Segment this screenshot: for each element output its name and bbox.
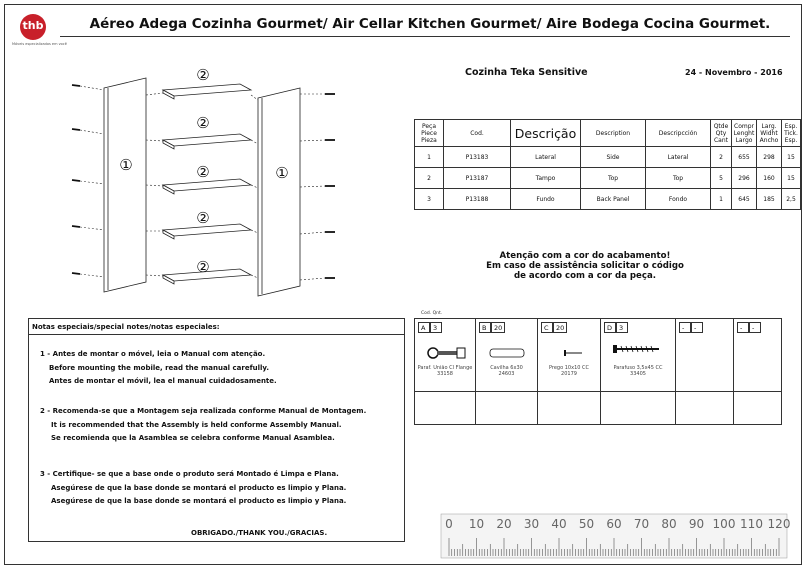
note-3-es-b: Asegúrese de que la base donde se montará el producto es limpio y Plana. <box>51 497 347 505</box>
hardware-code: B <box>479 322 491 333</box>
finish-color-warning: Atenção com a cor do acabamento! Em caso de assistência solicitar o código de acordo com a cor da peça. <box>486 251 684 281</box>
note-3-pt: 3 - Certifique- se que a base onde o produto será Montado é Limpa e Plana. <box>40 470 339 478</box>
brand-tagline: Móveis especializados em você <box>12 42 67 46</box>
cell-descripcion: Fondo <box>646 189 711 210</box>
wood-screw-icon <box>609 339 669 359</box>
hardware-label: Parafuso 3,5x45 CC 33405 <box>613 365 663 377</box>
union-bolt-icon <box>425 343 475 363</box>
header-code: Cod. <box>444 120 511 147</box>
ruler-label: 70 <box>633 517 650 531</box>
table-row <box>415 147 801 168</box>
cell-thickness: 2,5 <box>782 189 801 210</box>
brand-logo: thb <box>20 14 46 40</box>
cell-thickness: 15 <box>782 147 801 168</box>
header-descricao: Descrição <box>511 120 581 147</box>
cell-code: P13183 <box>444 147 511 168</box>
special-notes-box <box>28 318 405 542</box>
ruler-label: 40 <box>551 517 567 531</box>
label-shelf-5: ② <box>196 258 210 276</box>
hardware-code: D <box>604 322 616 333</box>
model-name: Cozinha Teka Sensitive <box>465 67 588 78</box>
nail-icon <box>546 343 596 363</box>
cell-descricao: Fundo <box>511 189 581 210</box>
side-panel-right <box>258 88 300 296</box>
cell-descripcion: Top <box>646 168 711 189</box>
hardware-code: - <box>737 322 749 333</box>
assembly-diagram <box>0 0 400 300</box>
parts-table-header <box>415 120 801 147</box>
cell-descricao: Tampo <box>511 168 581 189</box>
shelf-2 <box>163 134 251 146</box>
header-width: Larg. Widht Ancho <box>757 120 782 147</box>
document-date: 24 - Novembro - 2016 <box>685 68 783 77</box>
cell-piece: 2 <box>415 168 444 189</box>
hardware-qty: 20 <box>491 322 505 333</box>
header-thickness: Esp. Tick. Esp. <box>782 120 801 147</box>
ruler-label: 60 <box>606 517 622 531</box>
header-length: Compr Lenght Largo <box>732 120 757 147</box>
ruler-label: 120 <box>767 517 791 531</box>
measuring-ruler <box>441 514 791 558</box>
hardware-qty: 3 <box>616 322 628 333</box>
parts-table <box>414 119 801 210</box>
shelf-1 <box>163 84 251 96</box>
hardware-qty: - <box>749 322 761 333</box>
ruler-label: 80 <box>661 517 677 531</box>
label-shelf-3: ② <box>196 163 210 181</box>
table-row <box>415 189 801 210</box>
cell-length: 645 <box>732 189 757 210</box>
cell-code: P13188 <box>444 189 511 210</box>
label-shelf-4: ② <box>196 209 210 227</box>
header-piece: Peça Piece Pieza <box>415 120 444 147</box>
notes-heading: Notas especiais/special notes/notas especiales: <box>32 323 220 331</box>
note-2-es: Se recomienda que la Asamblea se celebra conforme Manual Asamblea. <box>51 434 335 442</box>
hardware-table <box>414 318 782 425</box>
hardware-label: Prego 10x10 CC 20179 <box>548 365 590 377</box>
cell-description: Back Panel <box>581 189 646 210</box>
hardware-item-b <box>476 319 538 424</box>
hardware-code: C <box>541 322 553 333</box>
note-1-pt: 1 - Antes de montar o móvel, leia o Manual com atenção. <box>40 350 266 358</box>
hardware-label: Cavilha 6x30 24603 <box>490 365 523 377</box>
cell-width: 298 <box>757 147 782 168</box>
hardware-label: Paraf. União Cl Flange 33158 <box>417 365 473 377</box>
ruler-label: 100 <box>712 517 736 531</box>
cell-description: Side <box>581 147 646 168</box>
table-row <box>415 168 801 189</box>
cell-code: P13187 <box>444 168 511 189</box>
thanks-text: OBRIGADO./THANK YOU./GRACIAS. <box>191 529 328 537</box>
cell-width: 160 <box>757 168 782 189</box>
header-description: Description <box>581 120 646 147</box>
header-qty: Qtde Qty Cant <box>711 120 732 147</box>
document-title: Aéreo Adega Cozinha Gourmet/ Air Cellar Kitchen Gourmet/ Aire Bodega Cocina Gourmet. <box>89 16 771 32</box>
hardware-qty: 20 <box>553 322 567 333</box>
label-shelf-1: ② <box>196 66 210 84</box>
note-1-es: Antes de montar el móvil, lea el manual cuidadosamente. <box>49 377 277 385</box>
cell-qty: 2 <box>711 147 732 168</box>
label-side-left: ① <box>119 156 133 174</box>
hardware-header-label: Cod. Qnt. <box>421 311 443 316</box>
cell-width: 185 <box>757 189 782 210</box>
hardware-code: A <box>418 322 430 333</box>
hardware-item-a <box>415 319 476 424</box>
note-2-en: It is recommended that the Assembly is held conforme Assembly Manual. <box>51 421 342 429</box>
hardware-code: - <box>679 322 691 333</box>
hardware-item-empty <box>734 319 781 424</box>
cell-length: 296 <box>732 168 757 189</box>
note-3-es-a: Asegúrese de que la base donde se montará el producto es limpio y Plana. <box>51 484 347 492</box>
cell-qty: 1 <box>711 189 732 210</box>
hardware-qty: - <box>691 322 703 333</box>
ruler-label: 10 <box>468 517 485 531</box>
ruler-label: 20 <box>496 517 512 531</box>
cell-descricao: Lateral <box>511 147 581 168</box>
dowel-icon <box>484 343 534 363</box>
ruler-label: 50 <box>578 517 595 531</box>
notes-divider <box>29 334 404 335</box>
label-shelf-2: ② <box>196 114 210 132</box>
note-1-en: Before mounting the mobile, read the manual carefully. <box>49 364 270 372</box>
ruler-label: 30 <box>523 517 540 531</box>
note-2-pt: 2 - Recomenda-se que a Montagem seja realizada conforme Manual de Montagem. <box>40 407 367 415</box>
cell-descripcion: Lateral <box>646 147 711 168</box>
cell-qty: 5 <box>711 168 732 189</box>
cell-description: Top <box>581 168 646 189</box>
ruler-label: 0 <box>445 517 453 531</box>
side-panel-left <box>104 78 146 292</box>
hardware-item-d <box>601 319 676 424</box>
cell-thickness: 15 <box>782 168 801 189</box>
header-descripcion: Descripcción <box>646 120 711 147</box>
ruler-label: 90 <box>688 517 705 531</box>
label-side-right: ① <box>275 164 289 182</box>
cell-length: 655 <box>732 147 757 168</box>
ruler-label: 110 <box>740 517 763 531</box>
hardware-item-empty <box>676 319 734 424</box>
hardware-qty: 3 <box>430 322 442 333</box>
cell-piece: 3 <box>415 189 444 210</box>
cell-piece: 1 <box>415 147 444 168</box>
hardware-item-c <box>538 319 601 424</box>
